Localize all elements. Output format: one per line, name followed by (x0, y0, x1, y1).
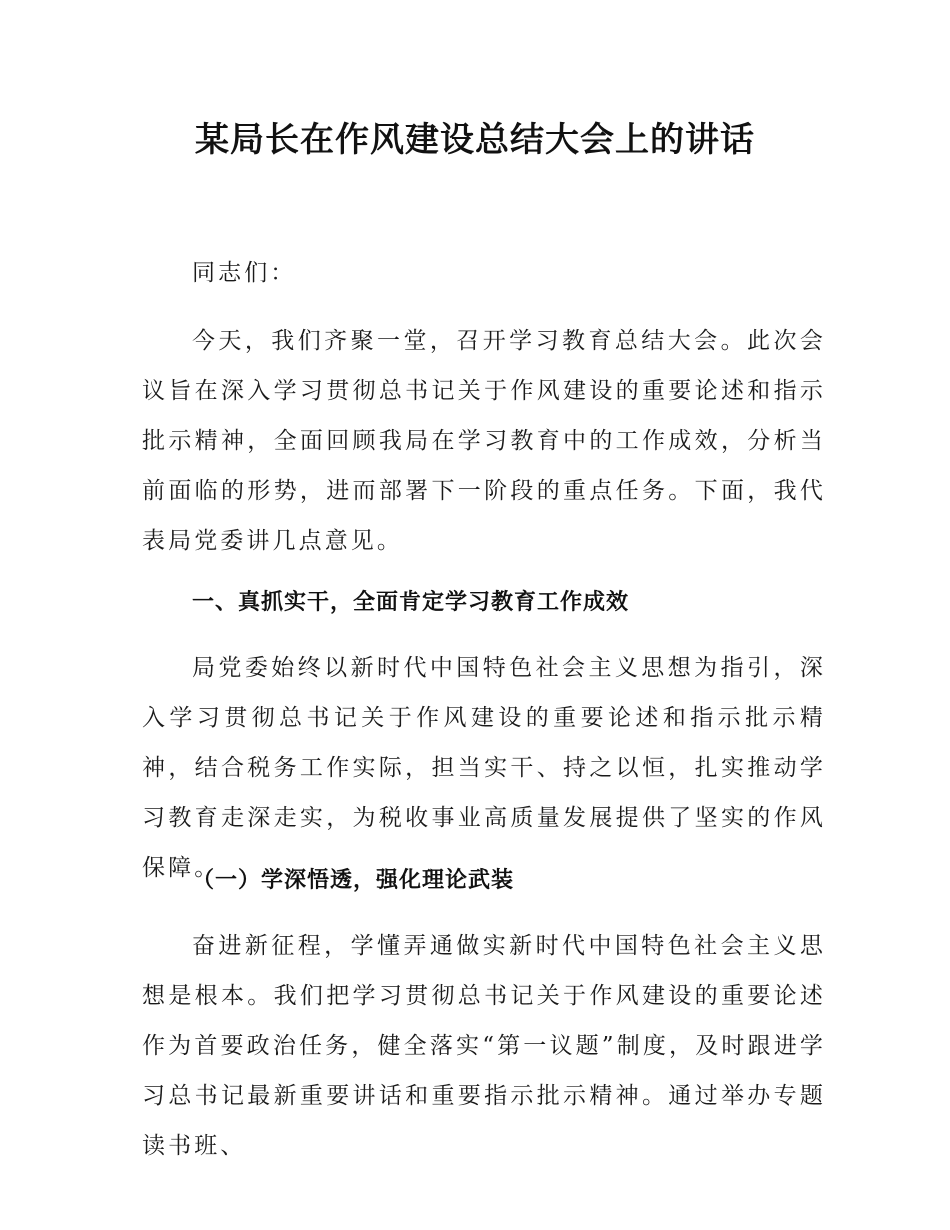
paragraph-subsection-1: 奋进新征程，学懂弄通做实新时代中国特色社会主义思想是根本。我们把学习贯彻总书记关于作风建设的重要论述作为首要政治任务，健全落实“第一议题”制度，及时跟进学习总书记最新重要讲话和重要指示批示精神。通过举办专题读书班、 (142, 933, 826, 1159)
paragraph-opening: 今天，我们齐聚一堂，召开学习教育总结大会。此次会议旨在深入学习贯彻总书记关于作风建设的重要论述和指示批示精神，全面回顾我局在学习教育中的工作成效，分析当前面临的形势，进而部署下一阶段的重点任务。下面，我代表局党委讲几点意见。 (142, 328, 826, 554)
subsection-heading-1: （一）学深悟透，强化理论武装 (192, 868, 515, 893)
salutation: 同志们： (192, 260, 297, 286)
paragraph-section-1: 局党委始终以新时代中国特色社会主义思想为指引，深入学习贯彻总书记关于作风建设的重要论述和指示批示精神，结合税务工作实际，担当实干、持之以恒，扎实推动学习教育走深走实，为税收事业高质量发展提供了坚实的作风保障。 (142, 655, 826, 881)
document-title: 某局长在作风建设总结大会上的讲话 (195, 120, 755, 160)
section-heading-1: 一、真抓实干，全面肯定学习教育工作成效 (192, 590, 630, 615)
